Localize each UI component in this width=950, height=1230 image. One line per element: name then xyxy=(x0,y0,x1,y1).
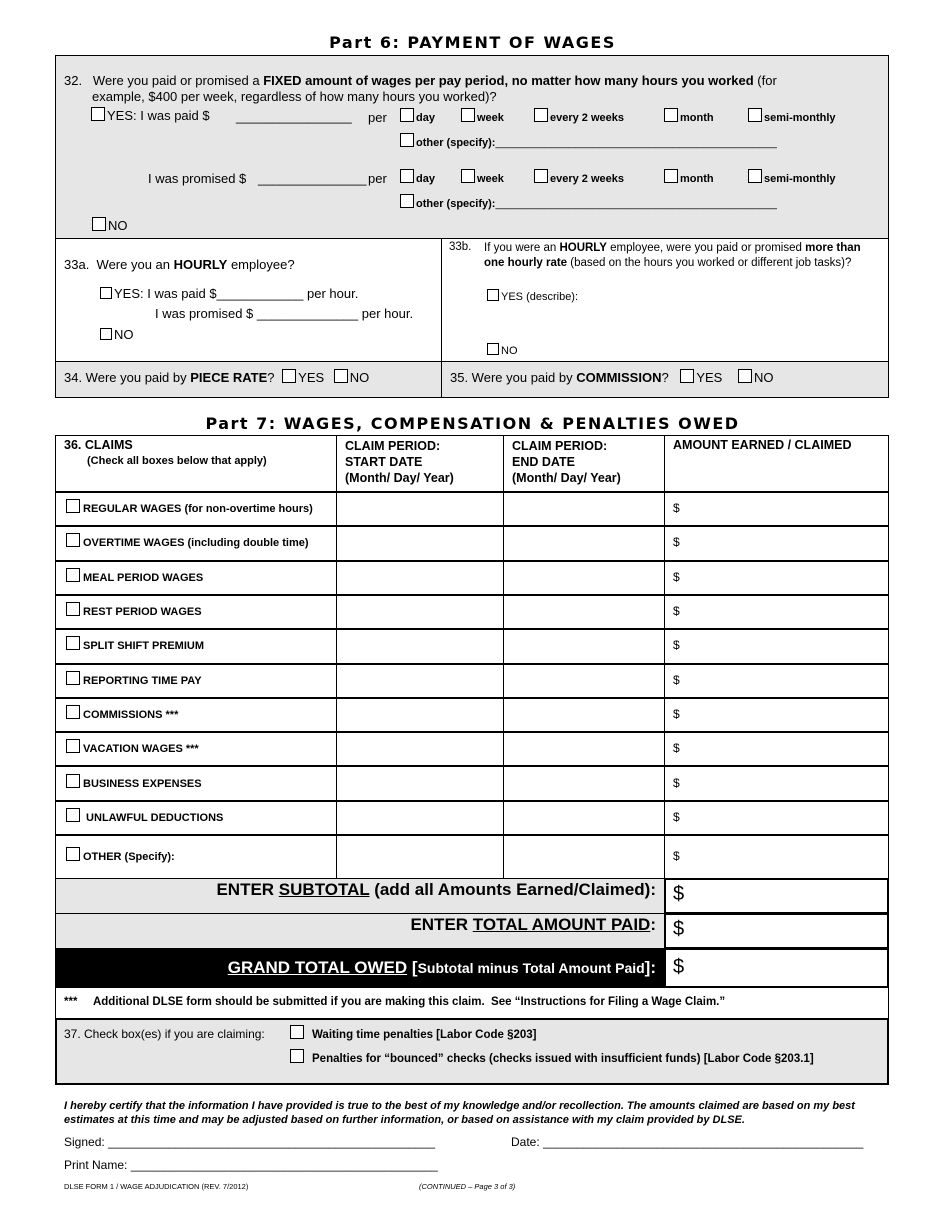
amount-cell[interactable] xyxy=(665,698,888,730)
q32-paid-every2-checkbox[interactable] xyxy=(534,108,548,122)
claim-row-label: BUSINESS EXPENSES xyxy=(66,774,202,790)
start-date-cell[interactable] xyxy=(337,595,503,627)
grand-total-field[interactable] xyxy=(664,948,889,988)
q32-paid-other: other (specify):______________________________________________ xyxy=(400,133,777,149)
q35-no-checkbox[interactable] xyxy=(738,369,752,383)
end-date-cell[interactable] xyxy=(504,595,664,627)
grand-total-dollar: $ xyxy=(673,956,685,978)
claim-row-label: REPORTING TIME PAY xyxy=(66,671,202,687)
claim-row-label: OTHER (Specify): xyxy=(66,847,175,863)
q37-opt1: Waiting time penalties [Labor Code §203] xyxy=(290,1025,537,1041)
q32-no-checkbox[interactable] xyxy=(92,217,106,231)
q32-promised-label: I was promised $ xyxy=(148,171,247,186)
subtotal-label: ENTER SUBTOTAL (add all Amounts Earned/Claimed): xyxy=(216,880,656,899)
end-date-cell[interactable] xyxy=(504,835,664,877)
amount-dollar: $ xyxy=(673,741,680,756)
end-date-cell[interactable] xyxy=(504,492,664,524)
q32-no: NO xyxy=(92,217,128,233)
q32-paid-month: month xyxy=(664,108,714,124)
q35-question: 35. Were you paid by COMMISSION? YES NO xyxy=(450,370,774,385)
q33a-yes: YES: I was paid $____________ per hour. xyxy=(100,286,358,301)
end-date-cell[interactable] xyxy=(504,698,664,730)
amount-header: AMOUNT EARNED / CLAIMED xyxy=(673,438,852,452)
q34-35-divider xyxy=(441,361,442,398)
q33b-yes-checkbox[interactable] xyxy=(487,289,499,301)
claim-checkbox[interactable] xyxy=(66,705,80,719)
claims-header: 36. CLAIMS xyxy=(64,438,133,452)
part6-title: Part 6: PAYMENT OF WAGES xyxy=(329,33,616,52)
amount-dollar: $ xyxy=(673,569,680,584)
subtotal-dollar: $ xyxy=(673,883,685,905)
start-date-cell[interactable] xyxy=(337,732,503,764)
claim-checkbox[interactable] xyxy=(66,774,80,788)
q37-opt1-checkbox[interactable] xyxy=(290,1025,304,1039)
amount-cell[interactable] xyxy=(665,801,888,833)
total-paid-dollar: $ xyxy=(673,918,685,940)
q32-promised-amount-field[interactable]: _______________ xyxy=(258,171,367,186)
end-date-cell[interactable] xyxy=(504,561,664,593)
q32-paid-semi: semi-monthly xyxy=(748,108,836,124)
amount-dollar: $ xyxy=(673,501,680,516)
q32-prom-other: other (specify):______________________________________________ xyxy=(400,194,777,210)
q33b-text: If you were an HOURLY employee, were you paid or promised more than one hourly rate (based on the hours you worked or different job tasks)? xyxy=(484,242,861,269)
q32-prom-week-checkbox[interactable] xyxy=(461,169,475,183)
q32-paid-day-checkbox[interactable] xyxy=(400,108,414,122)
claim-checkbox[interactable] xyxy=(66,671,80,685)
claim-checkbox[interactable] xyxy=(66,533,80,547)
end-date-header: CLAIM PERIOD: END DATE (Month/ Day/ Year) xyxy=(512,439,621,485)
signed-line: Signed: _________________________________________________ xyxy=(64,1135,436,1149)
q33a-promised: I was promised $ ______________ per hour. xyxy=(155,306,414,321)
end-date-cell[interactable] xyxy=(504,629,664,661)
amount-dollar: $ xyxy=(673,706,680,721)
q32-prom-every2-checkbox[interactable] xyxy=(534,169,548,183)
claim-checkbox[interactable] xyxy=(66,499,80,513)
q32-paid-week: week xyxy=(461,108,504,124)
amount-dollar: $ xyxy=(673,849,680,863)
print-name-line: Print Name: ______________________________________________ xyxy=(64,1158,438,1172)
print-name-field[interactable]: ______________________________________________ xyxy=(130,1158,438,1172)
amount-cell[interactable] xyxy=(665,732,888,764)
claim-row-label: VACATION WAGES *** xyxy=(66,739,199,755)
amount-cell[interactable] xyxy=(665,492,888,524)
start-date-cell[interactable] xyxy=(337,629,503,661)
q32-question-line2: example, $400 per week, regardless of how many hours you worked)? xyxy=(92,89,497,104)
start-date-cell[interactable] xyxy=(337,561,503,593)
amount-cell[interactable] xyxy=(665,561,888,593)
start-date-cell[interactable] xyxy=(337,698,503,730)
note-text: *** Additional DLSE form should be submitted if you are making this claim. See “Instructions for Filing a Wage Claim.” xyxy=(64,996,726,1008)
amount-cell[interactable] xyxy=(665,835,888,877)
amount-dollar: $ xyxy=(673,638,680,653)
q37-opt2: Penalties for “bounced” checks (checks issued with insufficient funds) [Labor Code §203.1] xyxy=(290,1049,814,1065)
claim-row-label: SPLIT SHIFT PREMIUM xyxy=(66,636,204,652)
claims-header-sub: (Check all boxes below that apply) xyxy=(87,455,267,467)
q37-opt2-checkbox[interactable] xyxy=(290,1049,304,1063)
q34-question: 34. Were you paid by PIECE RATE? YES NO xyxy=(64,370,370,385)
amount-dollar: $ xyxy=(673,672,680,687)
q32-paid-amount-field[interactable]: ________________ xyxy=(236,109,352,124)
total-paid-field[interactable] xyxy=(664,913,889,949)
q32-yes-checkbox[interactable] xyxy=(91,107,105,121)
claim-checkbox[interactable] xyxy=(66,602,80,616)
q33b-yes: YES (describe): xyxy=(487,289,578,303)
start-date-header: CLAIM PERIOD: START DATE (Month/ Day/ Year) xyxy=(345,439,454,485)
end-date-cell[interactable] xyxy=(504,766,664,798)
claim-checkbox[interactable] xyxy=(66,739,80,753)
claim-row-label: REST PERIOD WAGES xyxy=(66,602,202,618)
start-date-cell[interactable] xyxy=(337,766,503,798)
end-date-cell[interactable] xyxy=(504,664,664,696)
continued-note: (CONTINUED – Page 3 of 3) xyxy=(419,1182,516,1191)
q34-yes-checkbox[interactable] xyxy=(282,369,296,383)
amount-cell[interactable] xyxy=(665,766,888,798)
end-date-cell[interactable] xyxy=(504,526,664,558)
q32-question: 32. Were you paid or promised a FIXED amount of wages per pay period, no matter how many hours you worked (for xyxy=(64,73,777,88)
q32-prom-other-checkbox[interactable] xyxy=(400,194,414,208)
q33a-promised-field[interactable]: ______________ xyxy=(256,306,359,321)
q32-paid-week-checkbox[interactable] xyxy=(461,108,475,122)
start-date-cell[interactable] xyxy=(337,801,503,833)
start-date-cell[interactable] xyxy=(337,526,503,558)
amount-dollar: $ xyxy=(673,535,680,550)
q33a-question: 33a. Were you an HOURLY employee? xyxy=(64,257,295,272)
q35-yes-checkbox[interactable] xyxy=(680,369,694,383)
q32-paid-month-checkbox[interactable] xyxy=(664,108,678,122)
end-date-cell[interactable] xyxy=(504,801,664,833)
q37-label: 37. Check box(es) if you are claiming: xyxy=(64,1027,265,1041)
q32-paid-every2: every 2 weeks xyxy=(534,108,624,124)
q32-yes: YES: I was paid $ xyxy=(91,107,210,123)
amount-dollar: $ xyxy=(673,809,680,824)
claim-row-label: UNLAWFUL DEDUCTIONS xyxy=(66,808,223,824)
grand-total-label: GRAND TOTAL OWED [Subtotal minus Total Amount Paid]: xyxy=(227,958,656,977)
amount-cell[interactable] xyxy=(665,629,888,661)
q32-prom-month: month xyxy=(664,169,714,185)
date-field[interactable]: ________________________________________________ xyxy=(543,1135,864,1149)
q32-prom-semi-checkbox[interactable] xyxy=(748,169,762,183)
q33a-no-checkbox[interactable] xyxy=(100,328,112,340)
q32-prom-week: week xyxy=(461,169,504,185)
claim-checkbox[interactable] xyxy=(66,636,80,650)
q32-prom-semi: semi-monthly xyxy=(748,169,836,185)
start-date-cell[interactable] xyxy=(337,664,503,696)
amount-cell[interactable] xyxy=(665,526,888,558)
start-date-cell[interactable] xyxy=(337,835,503,877)
signature-field[interactable]: _________________________________________________ xyxy=(108,1135,436,1149)
claim-checkbox[interactable] xyxy=(66,808,80,822)
start-date-cell[interactable] xyxy=(337,492,503,524)
claim-row-label: MEAL PERIOD WAGES xyxy=(66,568,203,584)
q32-prom-every2: every 2 weeks xyxy=(534,169,624,185)
q33b-no: NO xyxy=(487,343,518,357)
total-paid-label: ENTER TOTAL AMOUNT PAID: xyxy=(410,915,656,934)
q32-prom-day-checkbox[interactable] xyxy=(400,169,414,183)
form-id: DLSE FORM 1 / WAGE ADJUDICATION (REV. 7/2012) xyxy=(64,1182,249,1191)
q32-prom-day: day xyxy=(400,169,435,185)
amount-dollar: $ xyxy=(673,604,680,619)
subtotal-field[interactable] xyxy=(664,878,889,914)
claim-row-label: COMMISSIONS *** xyxy=(66,705,178,721)
q32-paid-other-checkbox[interactable] xyxy=(400,133,414,147)
q33a-no: NO xyxy=(100,327,134,342)
q33a-paid-field[interactable]: ____________ xyxy=(216,286,304,301)
q32-paid-other-field[interactable]: ______________________________________________ xyxy=(495,137,777,149)
q32-prom-month-checkbox[interactable] xyxy=(664,169,678,183)
amount-cell[interactable] xyxy=(665,664,888,696)
q34-no-checkbox[interactable] xyxy=(334,369,348,383)
q33b-no-checkbox[interactable] xyxy=(487,343,499,355)
q32-per-label-2: per xyxy=(368,171,387,186)
amount-cell[interactable] xyxy=(665,595,888,627)
part7-title: Part 7: WAGES, COMPENSATION & PENALTIES OWED xyxy=(205,414,740,433)
q32-per-label: per xyxy=(368,110,387,125)
q33a-yes-checkbox[interactable] xyxy=(100,287,112,299)
claim-row-label: REGULAR WAGES (for non-overtime hours) xyxy=(66,499,313,515)
end-date-cell[interactable] xyxy=(504,732,664,764)
claim-row-label: OVERTIME WAGES (including double time) xyxy=(66,533,309,549)
certification-text: I hereby certify that the information I have provided is true to the best of my knowledge and/or recollection. The amounts claimed are based on my best estimates at this time and may be adjusted based on further information, or based on assistance with my claim provided by DLSE. xyxy=(64,1100,855,1126)
q32-prom-other-field[interactable]: ______________________________________________ xyxy=(495,198,777,210)
q32-paid-day: day xyxy=(400,108,435,124)
date-line: Date: ________________________________________________ xyxy=(511,1135,864,1149)
q32-paid-semi-checkbox[interactable] xyxy=(748,108,762,122)
amount-dollar: $ xyxy=(673,775,680,790)
claim-checkbox[interactable] xyxy=(66,847,80,861)
claim-checkbox[interactable] xyxy=(66,568,80,582)
